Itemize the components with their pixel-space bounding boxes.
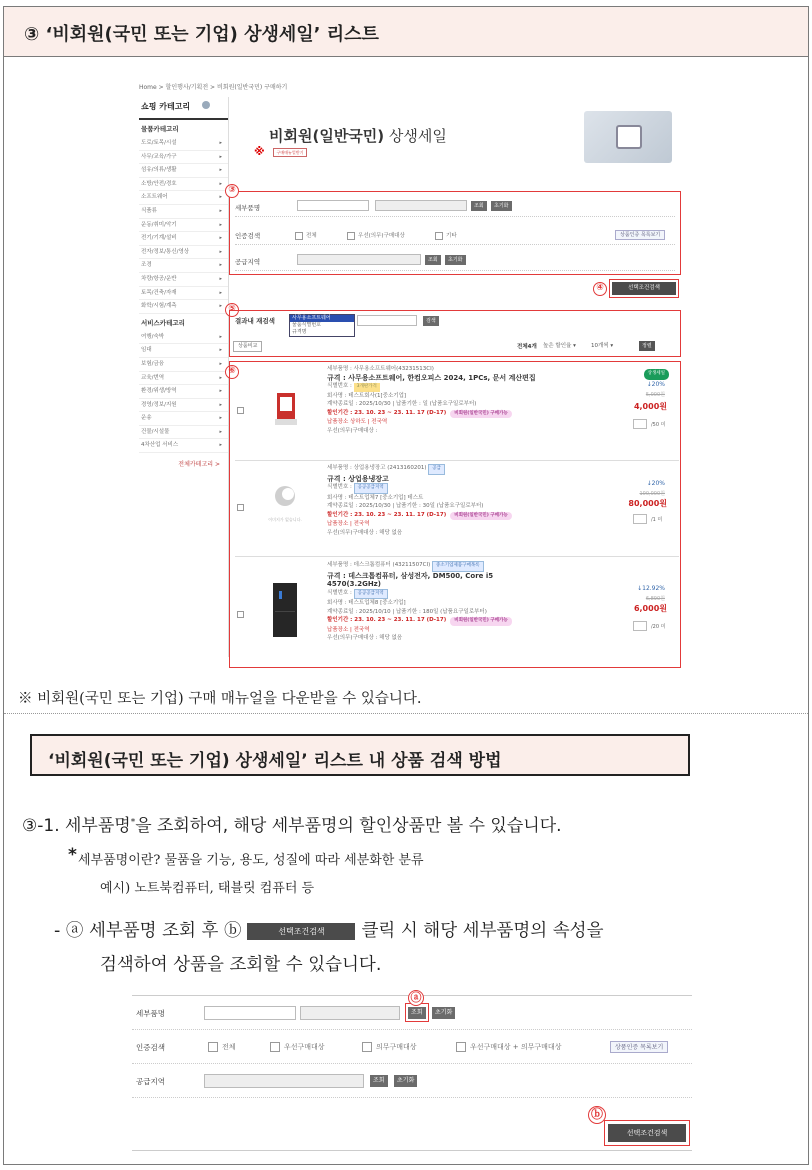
sidebar-item[interactable]: 교육/번역 ▸: [139, 372, 228, 386]
sidebar-sub-service: 서비스카테고리: [141, 318, 185, 327]
sidebar-item[interactable]: 경영/정보/지원 ▸: [139, 399, 228, 413]
contract-info: 계약종료일 : 2025/10/10 | 납품기한 : 180일 (납품요구일로부터): [327, 608, 487, 615]
item-checkbox[interactable]: [237, 504, 244, 511]
region-search-button[interactable]: 조회: [425, 255, 441, 265]
result-field-dropdown[interactable]: [289, 314, 355, 337]
filter-label-region: 공급지역: [235, 258, 261, 266]
sidebar-item[interactable]: 임대 ▸: [139, 344, 228, 358]
sidebar-item[interactable]: 전기/기계/설비 ▸: [139, 232, 228, 246]
item-name-input[interactable]: [204, 1006, 296, 1020]
dropdown-option[interactable]: 규격명: [292, 329, 307, 335]
category-sidebar: [139, 97, 229, 657]
section-title: ③ ‘비회원(국민 또는 기업) 상생세일’ 리스트: [24, 24, 379, 45]
no-image-placeholder: 이미지가 없습니다.: [267, 482, 303, 524]
product-name[interactable]: 규격 : 데스크톱컴퓨터, 삼성전자, DM500, Core i5 4570(3.2GHz): [327, 571, 494, 588]
marker-a: ⓐ: [408, 990, 424, 1006]
sidebar-title: 쇼핑 카테고리: [139, 97, 228, 120]
filter-row-cert: [235, 225, 675, 245]
cert-list-button[interactable]: 상품인증 목록보기: [615, 230, 665, 240]
sidebar-item[interactable]: 조경 ▸: [139, 259, 228, 273]
company: 회사명 : 테스트업체7 [중소기업] 테스트: [327, 494, 424, 501]
banner-title: 비회원(일반국민) 상생세일: [269, 127, 447, 145]
breadcrumb: Home > 할인행사/기획전 > 비회원(일반국민) 구매하기: [139, 84, 288, 91]
reset-button[interactable]: 초기화: [432, 1007, 455, 1019]
filter-row-cert: 인증검색 전체 우선구매대상 의무구매대상 우선구매대상 + 의무구매대상 상품인증 목록보기: [132, 1030, 692, 1064]
product-id: 식별번호 : 3개판가격: [327, 382, 536, 392]
sidebar-item[interactable]: 소프트웨어 ▸: [139, 191, 228, 205]
sidebar-item[interactable]: 도로/토목/시설 ▸: [139, 137, 228, 151]
result-search-input[interactable]: [357, 315, 417, 326]
total-count: 전체4개: [517, 344, 537, 350]
dropdown-option[interactable]: 물품식별번호: [292, 322, 321, 328]
instruction-3-1: ③-1. 세부품명*을 조회하여, 해당 세부품명의 할인상품만 볼 수 있습니다.: [22, 816, 562, 836]
sidebar-item[interactable]: 건물/시설물 ▸: [139, 426, 228, 440]
product-thumbnail[interactable]: [267, 389, 303, 431]
detail-search-button[interactable]: 선택조건검색: [608, 1124, 686, 1142]
sidebar-item[interactable]: 여행/숙박 ▸: [139, 331, 228, 345]
marker-3: ③: [225, 184, 239, 198]
product-category: 세부품명 : 사무용소프트웨어(43231513CI): [327, 366, 434, 372]
qty-input[interactable]: [633, 621, 647, 631]
priority-info: 우선(의무)구매대상 : 해당 없음: [327, 529, 403, 536]
sort-apply-button[interactable]: 정렬: [639, 341, 655, 351]
product-info: [327, 561, 527, 643]
manual-note: ※ 비회원(국민 또는 기업) 구매 매뉴얼을 다운받을 수 있습니다.: [18, 691, 422, 707]
step-text-cont: 검색하여 상품을 조회할 수 있습니다.: [100, 955, 382, 975]
company: 회사명 : 테스트업체8 [중소기업]: [327, 600, 406, 606]
dropdown-option[interactable]: 사무용소프트웨어: [290, 315, 354, 322]
example-text: 예시) 노트북컴퓨터, 태블릿 컴퓨터 등: [100, 881, 315, 896]
filter-row-item: 세부품명 조회 초기화 ⓐ: [132, 996, 692, 1030]
sidebar-item[interactable]: 4차산업 서비스 ▸: [139, 439, 228, 453]
product-name[interactable]: 규격 : 사무용소프트웨어, 한컴오피스 2024, 1PCs, 문서 계산편집: [327, 373, 536, 382]
inline-detail-search-button: 선택조건검색: [247, 923, 355, 940]
manual-download-button[interactable]: 구매매뉴얼받기: [273, 148, 307, 157]
item-code-input[interactable]: [300, 1006, 400, 1020]
item-checkbox[interactable]: [237, 611, 244, 618]
sidebar-item[interactable]: 토목/건축/자재 ▸: [139, 287, 228, 301]
discount-period: 할인기간 : 23. 10. 23 ~ 23. 11. 17 (D-17) 비회원(일반국민) 구매가능: [327, 409, 536, 419]
region-reset-button[interactable]: 초기화: [394, 1075, 417, 1087]
cert-mandatory-checkbox[interactable]: 의무구매대상: [362, 1042, 417, 1052]
sale-badge: 상생세일: [644, 369, 669, 380]
cert-both-checkbox[interactable]: 우선구매대상 + 의무구매대상: [456, 1042, 561, 1052]
discount-rate: ↓20%: [646, 480, 665, 487]
delivery-place: 납품장소 | 전국역: [327, 626, 370, 633]
banner: [229, 107, 684, 165]
divider: [4, 713, 808, 714]
product-category: 세부품명 : 데스크톱컴퓨터 (43211507CI) 중소기업제품구매목록: [327, 561, 527, 572]
filter-row-item: [235, 197, 675, 217]
all-categories-link[interactable]: 전체카테고리 >: [178, 461, 220, 469]
sidebar-item[interactable]: 차량/항공/운반 ▸: [139, 273, 228, 287]
detail-search-button[interactable]: 선택조건검색: [612, 282, 676, 295]
original-price: 5,000원: [645, 392, 665, 398]
original-price: 100,000원: [639, 491, 665, 497]
discount-rate: ↓20%: [646, 381, 665, 388]
product-item[interactable]: [235, 559, 679, 665]
sidebar-item[interactable]: 사무/교육/가구 ▸: [139, 151, 228, 165]
company: 회사명 : 테스트회사(1[중소기업]: [327, 392, 407, 399]
priority-info: 우선(의무)구매대상 :: [327, 427, 378, 434]
sale-price: 80,000원: [628, 499, 667, 508]
search-button[interactable]: 조회: [471, 201, 487, 211]
sort-select[interactable]: 높은 할인율 ▾: [543, 343, 576, 349]
contract-info: 계약종료일 : 2025/10/30 | 납품기한 : 30일 (납품요구일로부터): [327, 503, 484, 509]
sidebar-sub-goods: 물품카테고리: [141, 125, 179, 133]
compare-button[interactable]: 상품비교: [233, 341, 262, 352]
cert-all-checkbox[interactable]: 전체: [295, 231, 317, 240]
cert-pref-checkbox[interactable]: 우선(의무)구매대상: [347, 231, 405, 240]
qty-unit: /50 미: [651, 422, 666, 428]
region-search-button[interactable]: 조회: [370, 1075, 388, 1087]
contract-info: 계약종료일 : 2025/10/30 | 납품기한 : 일 (납품요구일로부터): [327, 401, 477, 407]
product-thumbnail[interactable]: [267, 581, 303, 639]
sidebar-item[interactable]: 보험/금융 ▸: [139, 358, 228, 372]
sidebar-item[interactable]: 섬유/의류/생활 ▸: [139, 164, 228, 178]
filter-screenshot: [132, 991, 692, 1151]
section-header: [4, 7, 808, 57]
cert-list-button[interactable]: 상품인증 목록보기: [610, 1041, 668, 1053]
marker-6: ⑥: [225, 365, 239, 379]
embedded-screenshot: [129, 75, 689, 671]
sidebar-item[interactable]: 화학/시험/계측 ▸: [139, 300, 228, 314]
sidebar-item[interactable]: 전자/정보/통신/영상 ▸: [139, 246, 228, 260]
product-item[interactable]: [235, 363, 679, 461]
cert-etc-checkbox[interactable]: 기타: [435, 231, 457, 240]
qty-unit: /1 미: [651, 517, 663, 523]
marker-4: ④: [593, 282, 607, 296]
document-frame: [3, 6, 809, 1165]
product-info: [327, 365, 536, 435]
discount-rate: ↓12.92%: [637, 585, 665, 592]
sale-price: 4,000원: [633, 402, 667, 411]
qty-input[interactable]: [633, 514, 647, 524]
note-mark: ※: [254, 145, 265, 158]
qty-unit: /20 미: [651, 624, 666, 630]
subsection-title: ‘비회원(국민 또는 기업) 상생세일’ 리스트 내 상품 검색 방법: [48, 751, 502, 771]
item-code-input[interactable]: [375, 200, 467, 211]
product-id: 식별번호 : 공공공급지역: [327, 483, 512, 494]
discount-period: 할인기간 : 23. 10. 23 ~ 23. 11. 17 (D-17) 비회원(일반국민) 구매가능: [327, 616, 527, 626]
definition-text: 세부품명이란? 물품을 기능, 용도, 성질에 따라 세분화한 분류: [78, 853, 424, 868]
subsection-box: [30, 734, 690, 776]
item-name-input[interactable]: [297, 200, 369, 211]
marker-b: ⓑ: [588, 1106, 606, 1124]
filter-row-region: [235, 251, 675, 271]
per-page-select[interactable]: 10개씩 ▾: [591, 343, 614, 349]
region-input[interactable]: [204, 1074, 364, 1088]
step-text: - ⓐ 세부품명 조회 후 ⓑ 선택조건검색 클릭 시 해당 세부품명의 속성을: [54, 921, 604, 941]
filter-row-region: 공급지역 조회 초기화: [132, 1064, 692, 1098]
cert-pref-checkbox[interactable]: 우선구매대상: [270, 1042, 325, 1052]
filter-label-item: 세부품명: [235, 204, 261, 212]
product-item[interactable]: [235, 462, 679, 557]
footnote-star: *: [68, 845, 77, 865]
product-name[interactable]: 규격 : 상업용냉장고: [327, 474, 389, 483]
delivery-place: 납품장소 | 전국역: [327, 521, 370, 527]
cert-all-checkbox[interactable]: 전체: [208, 1042, 236, 1052]
collapse-icon[interactable]: [202, 101, 210, 109]
original-price: 6,890원: [645, 596, 665, 602]
search-button[interactable]: 조회: [408, 1007, 426, 1019]
result-search-label: 결과내 재검색: [235, 317, 275, 325]
banner-image: [584, 111, 672, 163]
sidebar-item[interactable]: 식품류 ▸: [139, 205, 228, 219]
sidebar-item[interactable]: 운송 ▸: [139, 412, 228, 426]
result-search-button[interactable]: 검색: [423, 316, 439, 326]
filter-label-cert: 인증검색: [235, 232, 261, 240]
delivery-place: 납품장소 상하도 | 전국역: [327, 419, 388, 425]
item-checkbox[interactable]: [237, 407, 244, 414]
region-input[interactable]: [297, 254, 421, 265]
sidebar-item[interactable]: 환경/위생/방역 ▸: [139, 385, 228, 399]
product-category: 세부품명 : 상업용냉장고 (2413160201) 공급: [327, 464, 512, 475]
priority-info: 우선(의무)구매대상 : 해당 없음: [327, 635, 403, 641]
sidebar-item[interactable]: 운동/취미/악기 ▸: [139, 219, 228, 233]
reset-button[interactable]: 초기화: [491, 201, 512, 211]
marker-5: ⑤: [225, 303, 239, 317]
region-reset-button[interactable]: 초기화: [445, 255, 466, 265]
discount-period: 할인기간 : 23. 10. 23 ~ 23. 11. 17 (D-17) 비회원(일반국민) 구매가능: [327, 511, 512, 521]
product-id: 식별번호 : 공공공급지역: [327, 589, 527, 600]
qty-input[interactable]: [633, 419, 647, 429]
sale-price: 6,000원: [633, 604, 667, 613]
sidebar-item[interactable]: 소방/안전/경호 ▸: [139, 178, 228, 192]
product-info: [327, 464, 512, 537]
